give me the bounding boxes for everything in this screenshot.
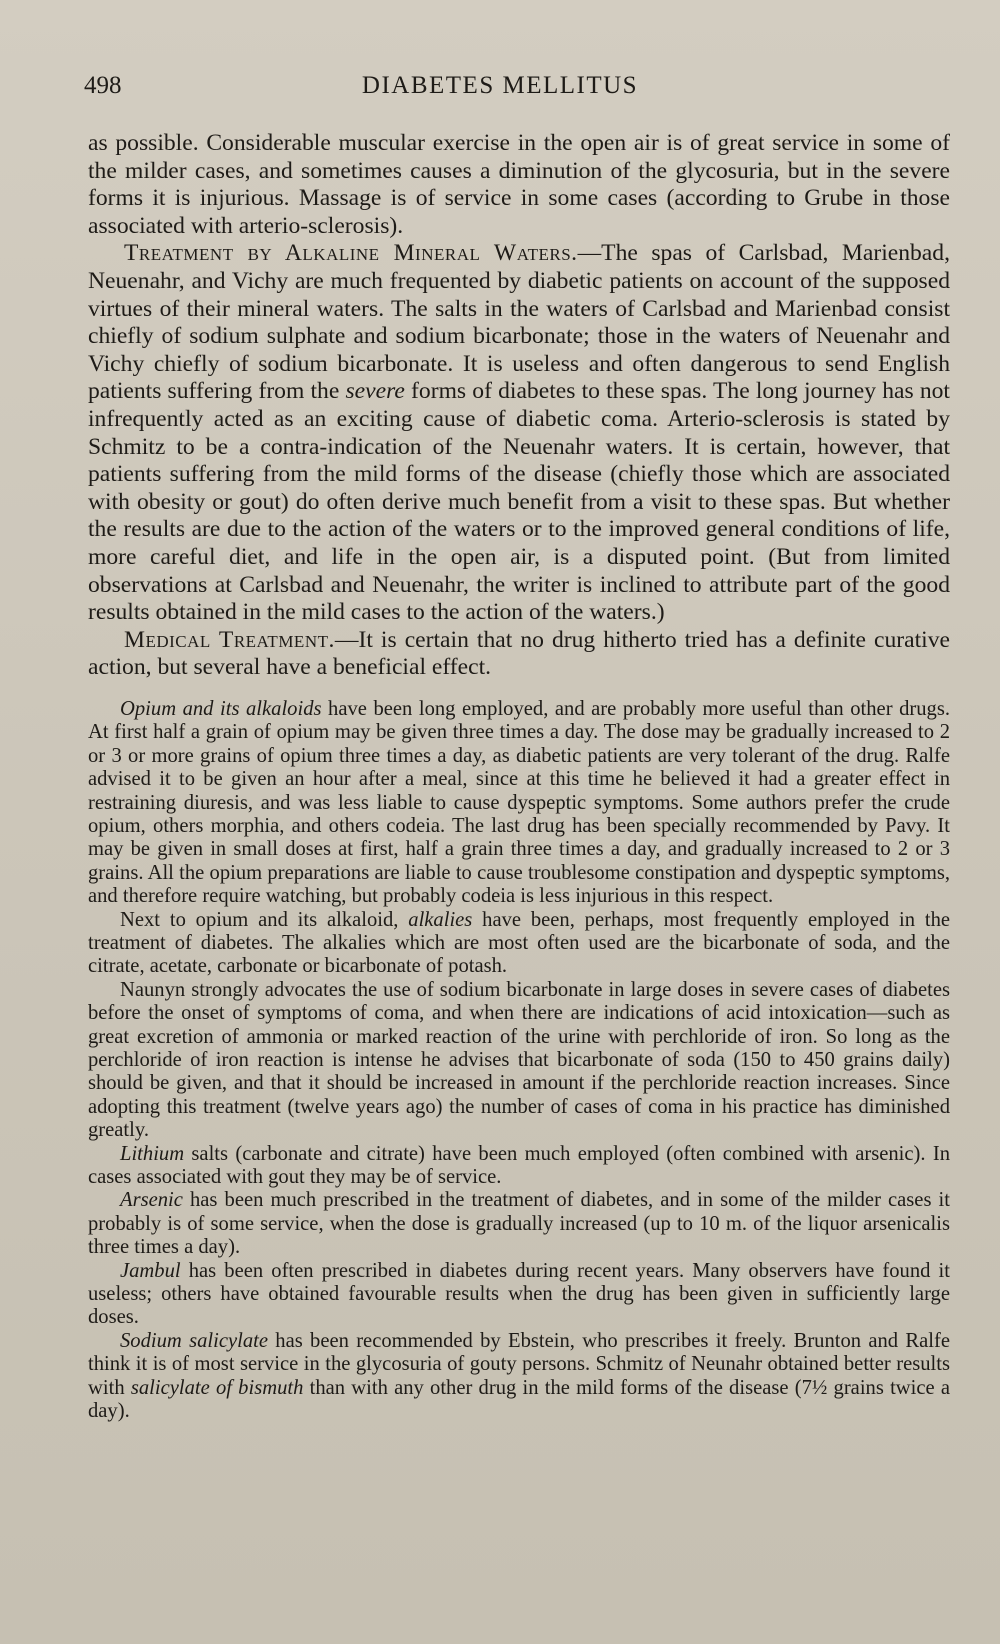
paragraph-mineral-waters: Treatment by Alkaline Mineral Waters.—The spas of Carlsbad, Marienbad, Neuenahr, and Vichy are much frequented by diabetic patients on account of the supposed virtues of their mineral waters. The salts in the waters of Carlsbad and Marienbad consist chiefly of sodium sulphate and sodium bicarbonate; those in the waters of Neuenahr and Vichy chiefly of sodium bicarbonate. It is useless and often dangerous to send English patients suffering from the severe forms of diabetes to these spas. The long journey has not infrequently acted as an exciting cause of diabetic coma. Arterio-sclerosis is stated by Schmitz to be a contra-indication of the Neuenahr waters. It is certain, however, that patients suffering from the mild forms of the disease (chiefly those which are associated with obesity or gout) do often derive much benefit from a visit to these spas. But whether the results are due to the action of the waters or to the improved general conditions of life, more careful diet, and life in the open air, is a disputed point. (But from limited observations at Carlsbad and Neuenahr, the writer is inclined to attribute part of the good results obtained in the mild cases to the action of the waters.) [88, 240, 950, 626]
page-number: 498 [84, 72, 122, 99]
paragraph-arsenic: Arsenic has been much prescribed in the treatment of diabetes, and in some of the milder cases it probably is of some service, when the dose is gradually increased (up to 10 m. of the liquor arsenicalis three times a day). [88, 1189, 950, 1259]
paragraph-exercise: as possible. Considerable muscular exercise in the open air is of great service in some of the milder cases, and sometimes causes a diminution of the glycosuria, but in the severe forms it is injurious. Massage is of service in some cases (according to Grube in those associated with arterio-sclerosis). [88, 130, 950, 239]
paragraph-opium: Opium and its alkaloids have been long employed, and are probably more useful than other drugs. At first half a grain of opium may be given three times a day. The dose may be gradually increased to 2 or 3 or more grains of opium three times a day, as diabetic patients are very tolerant of the drug. Ralfe advised it to be given an hour after a meal, since at this time he believed it had a greater effect in restraining diuresis, and was less liable to cause dyspeptic symptoms. Some authors prefer the crude opium, others morphia, and others codeia. The last drug has been specially recommended by Pavy. It may be given in small doses at first, half a grain three times a day, and gradually increased to 2 or 3 grains. All the opium preparations are liable to cause troublesome constipation and dyspeptic symptoms, and therefore require watching, but probably codeia is less injurious in this respect. [88, 697, 950, 908]
page-header [84, 72, 916, 112]
running-head: DIABETES MELLITUS [361, 72, 639, 99]
paragraph-sodium-salicylate: Sodium salicylate has been recommended by Ebstein, who prescribes it freely. Brunton and Ralfe think it is of most service in the glycosuria of gouty persons. Schmitz of Neunahr obtained better results with salicylate of bismuth than with any other drug in the mild forms of the disease (7½ grains twice a day). [88, 1329, 951, 1423]
page-body [88, 130, 950, 1423]
paragraph-lithium: Lithium salts (carbonate and citrate) have been much employed (often combined with arsenic). In cases associated with gout they may be of service. [88, 1142, 950, 1188]
paragraph-alkalies: Next to opium and its alkaloid, alkalies have been, perhaps, most frequently employed in the treatment of diabetes. The alkalies which are most often used are the bicarbonate of soda, and the citrate, acetate, carbonate or bicarbonate of potash. [88, 908, 951, 978]
main-text [88, 130, 950, 682]
section-heading-mineral-waters: Treatment by Alkaline Mineral Waters. [124, 240, 578, 267]
section-heading-medical-treatment: Medical Treatment. [124, 626, 335, 653]
paragraph-jambul: Jambul has been often prescribed in diabetes during recent years. Many observers have found it useless; others have obtained favourable results when the drug has been given in sufficiently large doses. [88, 1259, 950, 1329]
small-print-text [88, 698, 950, 1424]
paragraph-naunyn: Naunyn strongly advocates the use of sodium bicarbonate in large doses in severe cases of diabetes before the onset of symptoms of coma, and when there are indications of acid intoxication—such as great excretion of ammonia or marked reaction of the urine with perchloride of iron. So long as the perchloride of iron reaction is intense he advises that bicarbonate of soda (150 to 450 grains daily) should be given, and that it should be increased in amount if the perchloride reaction increases. Since adopting this treatment (twelve years ago) the number of cases of coma in his practice has diminished greatly. [88, 978, 950, 1142]
paragraph-medical-treatment: Medical Treatment.—It is certain that no drug hitherto tried has a definite curative action, but several have a beneficial effect. [88, 626, 951, 681]
